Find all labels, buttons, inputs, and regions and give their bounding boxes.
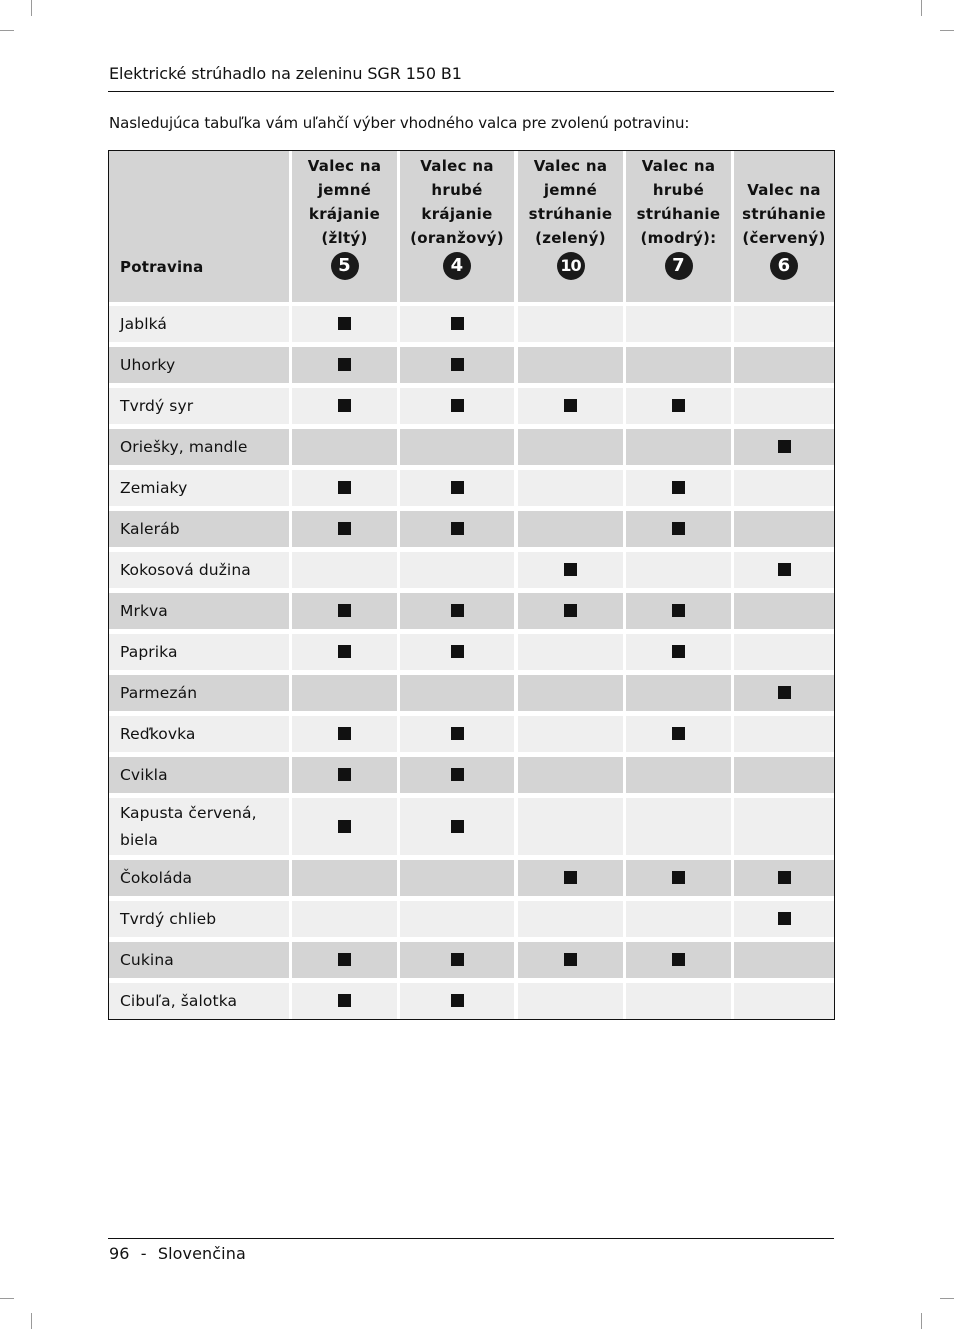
table-row-mark-cell (400, 901, 514, 937)
food-name: Reďkovka (120, 724, 196, 743)
roller-title-line: Valec na (747, 181, 821, 199)
filled-square-icon (451, 481, 464, 494)
table-row-mark-cell (734, 388, 834, 424)
table-row-mark-cell (518, 716, 623, 752)
table-row-mark-cell (518, 429, 623, 465)
roller-title-line: (modrý): (640, 229, 717, 247)
filled-square-icon (451, 645, 464, 658)
table-row-food-cell (109, 429, 289, 465)
filled-square-icon (778, 563, 791, 576)
roller-column-title (626, 154, 731, 280)
table-row-food-cell (109, 470, 289, 506)
table-row-mark-cell (734, 306, 834, 342)
roller-title-line: krájanie (421, 205, 493, 223)
roller-title-line: Valec na (420, 157, 494, 175)
roller-title-line: strúhanie (636, 205, 721, 223)
food-name: Zemiaky (120, 478, 188, 497)
food-name: Uhorky (120, 355, 176, 374)
table-row-mark-cell (400, 511, 514, 547)
table-row-food-cell (109, 860, 289, 896)
food-name: Parmezán (120, 683, 198, 702)
filled-square-icon (564, 399, 577, 412)
header-cell-roller (292, 151, 397, 302)
table-row-food-cell (109, 942, 289, 978)
table-row-mark-cell (518, 634, 623, 670)
table-row-mark-cell (518, 675, 623, 711)
table-row-mark-cell (626, 429, 731, 465)
table-row-mark-cell (734, 347, 834, 383)
roller-title-line: Valec na (307, 157, 382, 175)
table-row-mark-cell (400, 470, 514, 506)
footer-language: Slovenčina (157, 1244, 246, 1263)
filled-square-icon (451, 994, 464, 1007)
food-name: Tvrdý chlieb (120, 909, 217, 928)
table-row-mark-cell (626, 593, 731, 629)
table-row-mark-cell (292, 716, 397, 752)
food-name: Kokosová dužina (120, 560, 251, 579)
roller-title-line: hrubé (652, 181, 705, 199)
filled-square-icon (338, 604, 351, 617)
table-row-mark-cell (292, 757, 397, 793)
roller-number-badge: 10 (557, 252, 585, 280)
filled-square-icon (564, 953, 577, 966)
filled-square-icon (672, 871, 685, 884)
table-row-mark-cell (400, 347, 514, 383)
roller-column-title (292, 154, 397, 280)
table-row-food-cell (109, 634, 289, 670)
table-row-mark-cell (734, 983, 834, 1019)
footer-rule (108, 1238, 834, 1239)
table-row-mark-cell (626, 757, 731, 793)
filled-square-icon (338, 399, 351, 412)
table-row-mark-cell (400, 798, 514, 855)
filled-square-icon (338, 522, 351, 535)
filled-square-icon (778, 686, 791, 699)
filled-square-icon (672, 481, 685, 494)
running-header: Elektrické strúhadlo na zeleninu SGR 150 B1 (109, 64, 462, 83)
filled-square-icon (338, 358, 351, 371)
header-label-food: Potravina (120, 258, 204, 276)
roller-title-line: krájanie (308, 205, 381, 223)
table-row-mark-cell (518, 552, 623, 588)
table-row-mark-cell (400, 388, 514, 424)
table-row-food-cell (109, 675, 289, 711)
table-row-mark-cell (518, 757, 623, 793)
table-row-food-cell (109, 757, 289, 793)
table-row-mark-cell (292, 388, 397, 424)
filled-square-icon (672, 399, 685, 412)
table-row-mark-cell (400, 983, 514, 1019)
food-name: Oriešky, mandle (120, 437, 248, 456)
table-row-mark-cell (734, 757, 834, 793)
filled-square-icon (338, 317, 351, 330)
table-row-mark-cell (292, 798, 397, 855)
footer-separator: - (140, 1244, 147, 1263)
table-row-mark-cell (518, 511, 623, 547)
table-row-mark-cell (400, 757, 514, 793)
table-row-mark-cell (626, 470, 731, 506)
table-row-mark-cell (400, 306, 514, 342)
table-row-mark-cell (734, 552, 834, 588)
table-row-mark-cell (734, 798, 834, 855)
filled-square-icon (778, 871, 791, 884)
table-row-mark-cell (292, 634, 397, 670)
header-cell-food (109, 151, 289, 302)
table-row-food-cell (109, 798, 289, 855)
filled-square-icon (451, 820, 464, 833)
table-row-mark-cell (400, 552, 514, 588)
food-name: Tvrdý syr (120, 396, 194, 415)
table-row-food-cell (109, 306, 289, 342)
table-row-food-cell (109, 347, 289, 383)
filled-square-icon (338, 953, 351, 966)
filled-square-icon (451, 953, 464, 966)
table-row-mark-cell (734, 942, 834, 978)
filled-square-icon (338, 727, 351, 740)
table-row-mark-cell (400, 716, 514, 752)
filled-square-icon (672, 727, 685, 740)
filled-square-icon (564, 871, 577, 884)
crop-mark (921, 1313, 922, 1329)
table-row-mark-cell (626, 634, 731, 670)
roller-number-badge: 5 (331, 252, 359, 280)
table-row-mark-cell (518, 388, 623, 424)
table-row-mark-cell (734, 429, 834, 465)
table-row-food-cell (109, 593, 289, 629)
table-row-food-cell (109, 901, 289, 937)
table-row-mark-cell (400, 860, 514, 896)
roller-title-line: (oranžový) (410, 229, 504, 247)
filled-square-icon (672, 604, 685, 617)
roller-title-line: (červený) (742, 229, 826, 247)
filled-square-icon (672, 953, 685, 966)
filled-square-icon (338, 481, 351, 494)
table-row-mark-cell (292, 470, 397, 506)
intro-text: Nasledujúca tabuľka vám uľahčí výber vhodného valca pre zvolenú potravinu: (109, 114, 690, 132)
table-row-mark-cell (518, 942, 623, 978)
table-row-mark-cell (734, 634, 834, 670)
header-cell-roller (400, 151, 514, 302)
crop-mark (0, 1298, 14, 1299)
table-row-mark-cell (626, 942, 731, 978)
table-row-mark-cell (626, 347, 731, 383)
filled-square-icon (451, 317, 464, 330)
header-rule (108, 91, 834, 92)
food-name: Kapusta červená, biela (120, 803, 257, 849)
table-row-mark-cell (626, 901, 731, 937)
filled-square-icon (451, 604, 464, 617)
table-row-mark-cell (626, 306, 731, 342)
roller-title-line: hrubé (431, 181, 483, 199)
table-row-food-cell (109, 388, 289, 424)
page-footer (109, 1244, 246, 1264)
crop-mark (31, 0, 32, 16)
food-name: Mrkva (120, 601, 168, 620)
table-row-mark-cell (626, 983, 731, 1019)
crop-mark (31, 1313, 32, 1329)
filled-square-icon (564, 563, 577, 576)
food-name: Jablká (120, 314, 168, 333)
table-row-mark-cell (626, 675, 731, 711)
roller-selection-table (108, 150, 835, 1020)
table-row-mark-cell (518, 347, 623, 383)
table-row-mark-cell (734, 860, 834, 896)
crop-mark (940, 30, 954, 31)
table-row-mark-cell (292, 306, 397, 342)
crop-mark (921, 0, 922, 16)
table-row-mark-cell (626, 511, 731, 547)
table-row-food-cell (109, 511, 289, 547)
filled-square-icon (338, 820, 351, 833)
table-row-mark-cell (400, 429, 514, 465)
table-row-mark-cell (734, 675, 834, 711)
roller-number-badge: 6 (770, 252, 798, 280)
roller-title-line: (žltý) (321, 229, 368, 247)
roller-title-line: (zelený) (535, 229, 606, 247)
food-name: Paprika (120, 642, 178, 661)
table-row-mark-cell (626, 716, 731, 752)
filled-square-icon (338, 645, 351, 658)
filled-square-icon (451, 727, 464, 740)
table-row-mark-cell (292, 511, 397, 547)
table-row-mark-cell (400, 942, 514, 978)
roller-number-badge: 7 (665, 252, 693, 280)
filled-square-icon (451, 522, 464, 535)
table-row-mark-cell (518, 470, 623, 506)
table-row-mark-cell (518, 983, 623, 1019)
table-row-mark-cell (400, 675, 514, 711)
roller-column-title (518, 154, 623, 280)
food-name: Cibuľa, šalotka (120, 991, 238, 1010)
filled-square-icon (778, 912, 791, 925)
filled-square-icon (672, 645, 685, 658)
filled-square-icon (338, 994, 351, 1007)
filled-square-icon (672, 522, 685, 535)
roller-column-title (400, 154, 514, 280)
header-cell-roller (734, 151, 834, 302)
table-row-mark-cell (518, 593, 623, 629)
table-row-mark-cell (626, 552, 731, 588)
table-row-mark-cell (292, 983, 397, 1019)
roller-title-line: Valec na (641, 157, 716, 175)
food-name: Kaleráb (120, 519, 180, 538)
table-row-mark-cell (400, 593, 514, 629)
table-row-mark-cell (292, 347, 397, 383)
table-row-mark-cell (734, 901, 834, 937)
filled-square-icon (564, 604, 577, 617)
filled-square-icon (778, 440, 791, 453)
table-row-mark-cell (292, 552, 397, 588)
table-row-mark-cell (292, 593, 397, 629)
table-row-mark-cell (734, 716, 834, 752)
header-cell-roller (626, 151, 731, 302)
table-row-food-cell (109, 983, 289, 1019)
roller-title-line: Valec na (533, 157, 608, 175)
table-row-mark-cell (734, 593, 834, 629)
table-row-mark-cell (734, 511, 834, 547)
filled-square-icon (338, 768, 351, 781)
table-row-mark-cell (400, 634, 514, 670)
table-row-food-cell (109, 552, 289, 588)
table-row-mark-cell (292, 429, 397, 465)
filled-square-icon (451, 399, 464, 412)
table-row-mark-cell (292, 901, 397, 937)
roller-title-line: jemné (543, 181, 598, 199)
roller-column-title (734, 178, 834, 280)
table-row-mark-cell (626, 388, 731, 424)
table-row-mark-cell (518, 798, 623, 855)
food-name: Cukina (120, 950, 174, 969)
roller-number-badge: 4 (443, 252, 471, 280)
page-number: 96 (109, 1244, 130, 1263)
table-row-food-cell (109, 716, 289, 752)
roller-title-line: strúhanie (528, 205, 613, 223)
table-row-mark-cell (518, 306, 623, 342)
food-name: Čokoláda (120, 868, 193, 887)
roller-title-line: jemné (317, 181, 372, 199)
roller-title-line: strúhanie (742, 205, 826, 223)
table-row-mark-cell (292, 675, 397, 711)
table-row-mark-cell (734, 470, 834, 506)
header-cell-roller (518, 151, 623, 302)
filled-square-icon (451, 768, 464, 781)
table-row-mark-cell (518, 901, 623, 937)
table-row-mark-cell (292, 942, 397, 978)
table-row-mark-cell (292, 860, 397, 896)
table-row-mark-cell (518, 860, 623, 896)
crop-mark (0, 30, 14, 31)
table-row-mark-cell (626, 798, 731, 855)
crop-mark (940, 1298, 954, 1299)
food-name: Cvikla (120, 765, 168, 784)
table-row-mark-cell (626, 860, 731, 896)
filled-square-icon (451, 358, 464, 371)
